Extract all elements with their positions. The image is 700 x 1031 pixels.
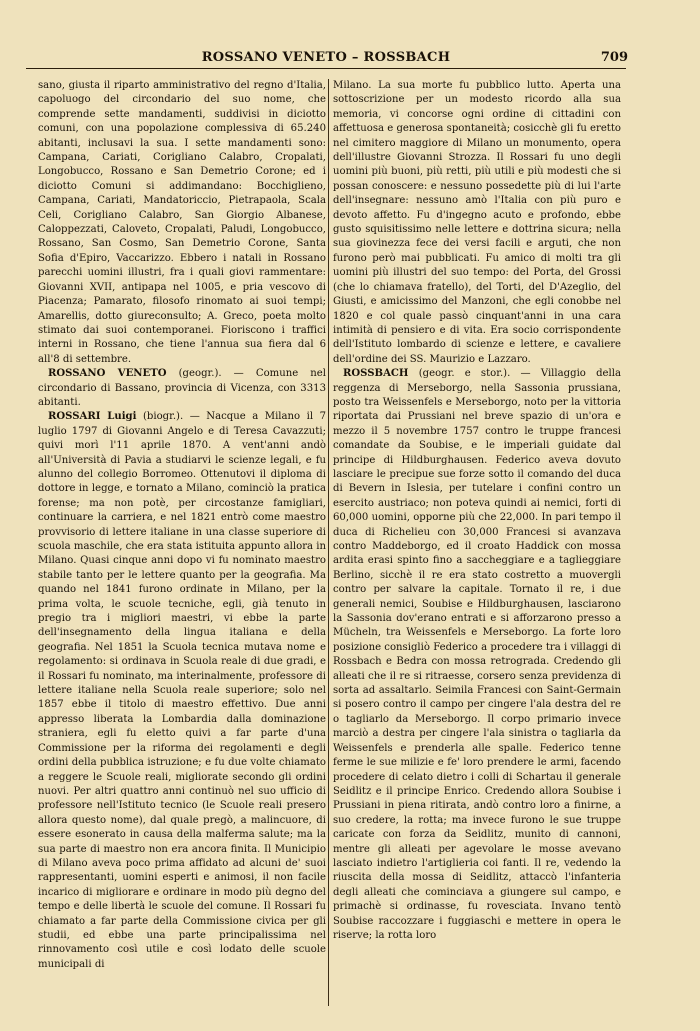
headword: ROSSBACH (343, 368, 409, 380)
entry-text: (geogr.). — Comune nel circondario di Bassano, provincia di Vicenza, con 3313 abitanti. (38, 368, 326, 408)
entry-rossari-luigi (38, 410, 326, 972)
entry-rossano-continued: sano, giusta il riparto amministrativo del regno d'Italia, capoluogo del circondario del suo nome, che comprende sette mandamenti, suddivisi in diciotto comuni, con una popolazione complessiva di 65.240 abitanti, inclusavi la sua. I sette mandamenti sono: Campana, Cariati, Corigliano Calabro, Cropalati, Longobucco, Rossano e San Demetrio Corone; ed i diciotto Comuni si addimandano: Bocchiglieno, Campana, Cariati, Mandatoriccio, Pietrapaola, Scala Celi, Corigliano Calabro, San Giorgio Albanese, Caloppezzati, Caloveto, Cropalati, Paludi, Longobucco, Rossano, San Cosmo, San Demetrio Corone, Santa Sofia d'Epiro, Vaccarizzo. Ebbero i natali in Rossano parecchi uomini illustri, fra i quali giovi rammentare: Giovanni XVII, antipapa nel 1005, e pria vescovo di Piacenza; Pamarato, filosofo rinomato ai suoi tempi; Amarellis, dotto giureconsulto; A. Greco, poeta molto stimato dai suoi contemporanei. Fioriscono i traffici interni in Rossano, che tiene l'annua sua fiera dal 6 all'8 di settembre. (38, 80, 326, 365)
headword: ROSSANO VENETO (48, 368, 167, 380)
entry-text: (geogr. e stor.). — Villaggio della reggenza di Merseborgo, nella Sassonia prussiana, posto tra Weissenfels e Merseborgo, noto per la vittoria riportata dai Prussiani nel breve spazio di un'ora e mezzo il 5 novembre 1757 contro le truppe francesi comandate da Soubise, e le imperiali guidate dal principe di Hildburghausen. Federico aveva dovuto lasciare le precipue sue forze sotto il comando del duca di Bevern in Islesia, per tutelare i confini contro un esercito austriaco; non poteva quindi ai nemici, forti di 60,000 uomini, opporne più che 22,000. In pari tempo il duca di Richelieu con 30,000 Francesi si avanzava contro Maddeborgo, ed il croato Haddick con mossa ardita erasi spinto fino a saccheggiare e a taglieggiare Berlino, sicchè il re era stato costretto a muovergli contro per salvare la capitale. Tornato il re, i due generali nemici, Soubise e Hildburghausen, lasciarono la Sassonia dov'erano entrati e si afforzarono presso a Mücheln, tra Weissenfels e Merseborgo. La forte loro posizione consigliò Federico a procedere tra i villaggi di Rossbach e Bedra con mossa retrograda. Credendo gli alleati che il re si ritraesse, corsero senza previdenza di sorta ad assaltarlo. Seimila Francesi con Saint-Germain si posero contro il campo per cingere l'ala destra del re o tagliarlo da Merseborgo. Il corpo primario invece marciò a destra per cingere l'ala sinistra o tagliarla da Weissenfels e prenderla alle spalle. Federico tenne ferme le sue milizie e fe' loro prendere le armi, facendo procedere di celato dietro i colli di Schartau il generale Seidlitz e il principe Enrico. Credendo allora Soubise i Prussiani in piena ritirata, andò contro loro a finirne, a suo credere, la rotta; ma invece furono le sue truppe caricate con forza da Seidlitz, munito di cannoni, mentre gli alleati per agevolare le mosse avevano lasciato indietro l'artiglieria coi fanti. Il re, vedendo la riuscita della mossa di Seidlitz, attaccò l'infanteria degli alleati che cominciava a giungere sul campo, e primachè si ordinasse, fu rovesciata. Invano tentò Soubise raccozzare i fuggiaschi e mettere in opera le riserve; la rotta loro (333, 368, 621, 941)
entry-rossari-continued: Milano. La sua morte fu pubblico lutto. Aperta una sottoscrizione per un modesto ricordo alla sua memoria, vi concorse ogni ordine di cittadini con affettuosa e generosa spontaneità; cosicchè gli fu eretto nel cimitero maggiore di Milano un monumento, opera dell'illustre Giovanni Strozza. Il Rossari fu uno degli uomini più buoni, più retti, più utili e più modesti che si possan conoscere: e nessuno possedette più di lui l'arte dell'insegnare: nessuno amò l'Italia con più puro e devoto affetto. Fu d'ingegno acuto e profondo, ebbe gusto squisitissimo nelle lettere e dottrina sicura; nella sua giovinezza fece dei versi facili e arguti, che non furono però mai pubblicati. Fu amico di molti tra gli uomini più illustri del suo tempo: del Porta, del Grossi (che lo chiamava fratello), del Torti, del D'Azeglio, del Giusti, e amicissimo del Manzoni, che egli conobbe nel 1820 e col quale passò cinquant'anni in una cara intimità di pensiero e di vita. Era socio corrispondente dell'Istituto lombardo di scienze e lettere, e cavaliere dell'ordine dei SS. Maurizio e Lazzaro. (333, 80, 621, 365)
header-title: ROSSANO VENETO – ROSSBACH (201, 50, 451, 65)
entry-text: (biogr.). — Nacque a Milano il 7 luglio 1797 di Giovanni Angelo e di Teresa Cavazzuti; quivi morì l'11 aprile 1870. A vent'anni andò all'Università di Pavia a studiarvi le scienze legali, e fu alunno del collegio Borromeo. Ottenutovi il diploma di dottore in legge, e tornato a Milano, cominciò la pratica forense; ma non potè, per circostanze famigliari, continuare la carriera, e nel 1821 entrò come maestro provvisorio di lettere italiane in una classe superiore di scuola maschile, che era stata istituita appunto allora in Milano. Quasi cinque anni dopo vi fu nominato maestro stabile tanto per le lettere quanto per la geografia. Ma quando nel 1841 furono ordinate in Milano, per la prima volta, le scuole tecniche, egli, già tenuto in pregio tra i migliori maestri, vi ebbe la parte dell'insegnamento della lingua italiana e della geografia. Nel 1851 la Scuola tecnica mutava nome e regolamento: si ordinava in Scuola reale di due gradi, e il Rossari fu nominato, ma interinalmente, professore di lettere italiane nella Scuola reale superiore; solo nel 1857 ebbe il titolo di maestro effettivo. Due anni appresso liberata la Lombardia dalla dominazione straniera, egli fu eletto quivi a far parte d'una Commissione per la riforma dei regolamenti e degli ordini della pubblica istruzione; e fu due volte chiamato a reggere le Scuole reali, migliorate secondo gli ordini nuovi. Per altri quattro anni continuò nel suo ufficio di professore nell'Istituto tecnico (le Scuole reali presero allora questo nome), dal quale pregò, a malincuore, di essere esonerato in causa della malferma salute; ma la sua parte di maestro non era ancora finita. Il Municipio di Milano aveva poco prima affidato ad alcuni de' suoi rappresentanti, uomini esperti e animosi, il non facile incarico di migliorare e ordinare in modo più degno del tempo e delle libertà le scuole del comune. Il Rossari fu chiamato a far parte della Commissione civica per gli studii, ed ebbe una parte principalissima nel rinnovamento così utile e così lodato delle scuole municipali di (38, 411, 327, 970)
column-divider (328, 79, 329, 1006)
headword: ROSSARI Luigi (48, 411, 137, 423)
left-column (38, 79, 326, 972)
entry-rossbach (333, 367, 621, 943)
right-column (333, 79, 621, 943)
page-number: 709 (600, 50, 628, 65)
entry-rossano-veneto (38, 367, 326, 410)
running-header (26, 46, 626, 69)
